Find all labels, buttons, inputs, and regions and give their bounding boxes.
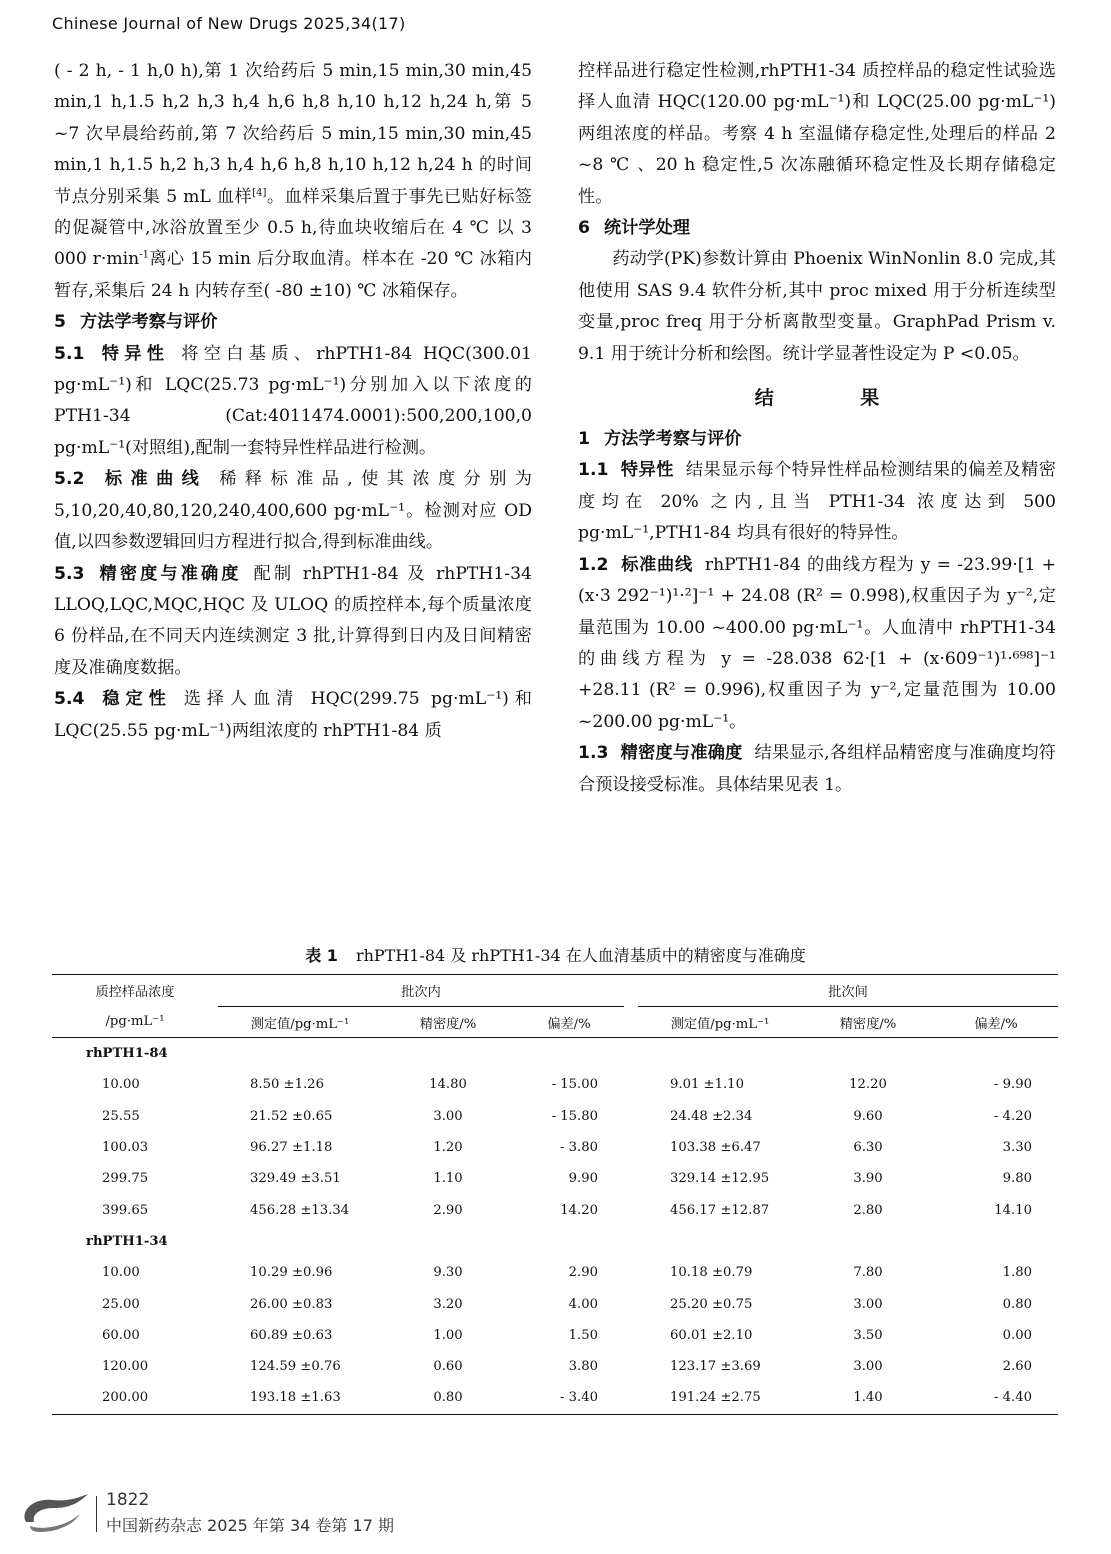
cell-bias-intra: 14.20 — [560, 1202, 598, 1218]
citation-ref: [4] — [252, 186, 267, 198]
section-5-1: 5.1 特异性 将空白基质、rhPTH1-84 HQC(300.01 pg·mL⁻¹)和 LQC(25.73 pg·mL⁻¹)分别加入以下浓度的 PTH1-34 (Cat:4011474.0001):500,200,100,0 pg·mL⁻¹(对照组),配制一套特异性样品进行检测。 — [54, 343, 532, 458]
njd-logo-icon — [18, 1492, 90, 1532]
cell-prec-intra: 14.80 — [429, 1077, 467, 1093]
cell-mean-inter: 103.38 ±6.47 — [670, 1140, 761, 1156]
right-column — [578, 56, 1056, 801]
col-mean-intra: 测定值/pg·mL⁻¹ — [218, 1007, 382, 1038]
col-prec-intra: 精密度/% — [382, 1007, 514, 1038]
cell-prec-inter: 6.30 — [853, 1140, 883, 1156]
cell-prec-inter: 7.80 — [853, 1265, 883, 1281]
cell-conc: 200.00 — [52, 1382, 218, 1414]
cell-prec-inter: 12.20 — [849, 1077, 887, 1093]
table-row — [52, 1163, 1058, 1194]
cell-prec-intra: 2.90 — [433, 1202, 463, 1218]
cell-prec-inter: 2.80 — [853, 1202, 883, 1218]
cell-bias-intra: - 3.40 — [514, 1382, 624, 1414]
cell-conc: 299.75 — [102, 1171, 149, 1187]
cell-bias-inter: 14.10 — [994, 1202, 1032, 1218]
group-label: rhPTH1-84 — [86, 1046, 168, 1062]
cell-bias-inter: 0.80 — [1002, 1296, 1032, 1312]
cell-bias-inter: 3.30 — [1002, 1140, 1032, 1156]
cell-conc: 100.03 — [102, 1140, 149, 1156]
cell-mean-inter: 24.48 ±2.34 — [670, 1108, 753, 1124]
cell-prec-inter: 3.90 — [853, 1171, 883, 1187]
cell-bias-intra: - 3.80 — [559, 1140, 598, 1156]
table-row — [52, 1194, 1058, 1225]
inter-batch-header: 批次间 — [638, 975, 1058, 1007]
cell-bias-inter: 9.80 — [1002, 1171, 1032, 1187]
col-bias-inter: 偏差/% — [934, 1007, 1058, 1038]
cell-mean-inter: 456.17 ±12.87 — [670, 1202, 770, 1218]
cell-bias-inter: - 9.90 — [993, 1077, 1032, 1093]
group-label: rhPTH1-34 — [86, 1233, 168, 1249]
section-6-heading: 6 统计学处理 — [578, 218, 690, 239]
intra-batch-header: 批次内 — [218, 975, 624, 1007]
table-row — [52, 1069, 1058, 1100]
page-number: 1822 — [106, 1490, 150, 1510]
col-mean-inter: 测定值/pg·mL⁻¹ — [638, 1007, 802, 1038]
precision-accuracy-table — [52, 974, 1058, 1415]
table-row — [52, 1320, 1058, 1351]
results-heading: 结 果 — [754, 387, 920, 410]
results-1-1: 1.1 特异性 结果显示每个特异性样品检测结果的偏差及精密度均在 20% 之内,且当 PTH1-34 浓度达到 500 pg·mL⁻¹,PTH1-84 均具有很好的特异性。 — [578, 460, 1056, 544]
cell-prec-intra: 9.30 — [433, 1265, 463, 1281]
table-row — [52, 1288, 1058, 1319]
cell-mean-intra: 60.89 ±0.63 — [250, 1327, 333, 1343]
cell-mean-intra: 26.00 ±0.83 — [250, 1296, 333, 1312]
cell-prec-intra: 1.10 — [433, 1171, 463, 1187]
cell-prec-intra: 3.00 — [433, 1108, 463, 1124]
section-5-4: 5.4 稳定性 选择人血清 HQC(299.75 pg·mL⁻¹)和 LQC(25.55 pg·mL⁻¹)两组浓度的 rhPTH1-84 质 — [54, 689, 532, 741]
cell-mean-inter: 329.14 ±12.95 — [670, 1171, 770, 1187]
cell-mean-intra: 96.27 ±1.18 — [250, 1140, 333, 1156]
col-conc-unit: /pg·mL⁻¹ — [52, 1007, 218, 1038]
cell-conc: 25.00 — [102, 1296, 140, 1312]
cell-conc: 10.00 — [102, 1077, 140, 1093]
cell-mean-inter: 25.20 ±0.75 — [670, 1296, 753, 1312]
results-1-2: 1.2 标准曲线 rhPTH1-84 的曲线方程为 y = -23.99·[1 + (x·3 292⁻¹)¹·²]⁻¹ + 24.08 (R² = 0.998),权重因子为 y⁻²,定量范围为 10.00 ~400.00 pg·mL⁻¹。人血清中 rhPTH1-34 的曲线方程为 y = -28.038 62·[1 + (x·609⁻¹)¹·⁶⁹⁸]⁻¹ +28.11 (R² = 0.996),权重因子为 y⁻²,定量范围为 10.00 ~200.00 pg·mL⁻¹。 — [578, 554, 1056, 732]
cell-bias-inter: 0.00 — [1002, 1327, 1032, 1343]
cell-prec-intra: 1.00 — [433, 1327, 463, 1343]
table-row — [52, 1132, 1058, 1163]
running-header: Chinese Journal of New Drugs 2025,34(17) — [52, 14, 406, 33]
cell-bias-intra: 1.50 — [568, 1327, 598, 1343]
cell-bias-intra: - 15.80 — [551, 1108, 598, 1124]
cell-mean-intra: 8.50 ±1.26 — [250, 1077, 324, 1093]
table-group-row — [52, 1226, 1058, 1257]
section-5-2: 5.2 标准曲线 稀释标准品,使其浓度分别为 5,10,20,40,80,120,240,400,600 pg·mL⁻¹。检测对应 OD 值,以四参数逻辑回归方程进行拟合,得到标准曲线。 — [54, 469, 532, 553]
svg-text:NJD: NJD — [48, 1509, 75, 1524]
cell-mean-intra: 124.59 ±0.76 — [250, 1359, 341, 1375]
cell-prec-inter: 9.60 — [853, 1108, 883, 1124]
cell-conc: 120.00 — [102, 1359, 149, 1375]
section-5-heading: 5 方法学考察与评价 — [54, 312, 218, 333]
section-5-3: 5.3 精密度与准确度 配制 rhPTH1-84 及 rhPTH1-34 LLOQ,LQC,MQC,HQC 及 ULOQ 的质控样本,每个质量浓度 6 份样品,在不同天内连续测定 3 批,计算得到日内及日间精密度及准确度数据。 — [54, 563, 532, 678]
cell-bias-intra: - 15.00 — [551, 1077, 598, 1093]
cell-bias-intra: 2.90 — [568, 1265, 598, 1281]
cell-mean-intra: 456.28 ±13.34 — [250, 1202, 350, 1218]
cell-prec-inter: 1.40 — [802, 1382, 934, 1414]
results-1-heading: 1 方法学考察与评价 — [578, 429, 742, 450]
cell-bias-intra: 4.00 — [568, 1296, 598, 1312]
cell-bias-intra: 3.80 — [568, 1359, 598, 1375]
cell-mean-inter: 123.17 ±3.69 — [670, 1359, 761, 1375]
stability-continued: 控样品进行稳定性检测,rhPTH1-34 质控样品的稳定性试验选择人血清 HQC(120.00 pg·mL⁻¹)和 LQC(25.00 pg·mL⁻¹)两组浓度的样品。考察 4 h 室温储存稳定性,处理后的样品 2 ~8 ℃ 、20 h 稳定性,5 次冻融循环稳定性及长期存储稳定性。 — [578, 61, 1056, 207]
cell-conc: 399.65 — [102, 1202, 149, 1218]
cell-mean-inter: 60.01 ±2.10 — [670, 1327, 753, 1343]
cell-prec-inter: 3.00 — [853, 1296, 883, 1312]
col-bias-intra: 偏差/% — [514, 1007, 624, 1038]
cell-bias-inter: - 4.20 — [993, 1108, 1032, 1124]
cell-bias-inter: 1.80 — [1002, 1265, 1032, 1281]
results-1-3: 1.3 精密度与准确度 结果显示,各组样品精密度与准确度均符合预设接受标准。具体结果见表 1。 — [578, 743, 1056, 795]
cell-mean-inter: 9.01 ±1.10 — [670, 1077, 744, 1093]
cell-bias-intra: 9.90 — [568, 1171, 598, 1187]
cell-mean-intra: 21.52 ±0.65 — [250, 1108, 333, 1124]
cell-bias-inter: 2.60 — [1002, 1359, 1032, 1375]
cell-mean-intra: 10.29 ±0.96 — [250, 1265, 333, 1281]
cell-prec-inter: 3.50 — [853, 1327, 883, 1343]
table-group-row — [52, 1038, 1058, 1070]
col-conc-header: 质控样品浓度 — [52, 975, 218, 1007]
intro-paragraph: ( - 2 h, - 1 h,0 h),第 1 次给药后 5 min,15 min,30 min,45 min,1 h,1.5 h,2 h,3 h,4 h,6 h,8 h,10 h,12 h,24 h,第 5 ~7 次早晨给药前,第 7 次给药后 5 min,15 min,30 min,45 min,1 h,1.5 h,2 h,3 h,4 h,6 h,8 h,10 h,12 h,24 h 的时间节点分别采集 5 mL 血样[4]。血样采集后置于事先已贴好标签的促凝管中,冰浴放置至少 0.5 h,待血块收缩后在 4 ℃ 以 3 000 $r\cdot\min^{-1}$离心 15 min 后分取血清。样本在 -20 ℃ 冰箱内暂存,采集后 24 h 内转存至( -80 ±10) ℃ 冰箱保存。 — [54, 61, 532, 301]
cell-prec-intra: 0.80 — [382, 1382, 514, 1414]
table-row — [52, 1257, 1058, 1288]
section-6-text: 药动学(PK)参数计算由 Phoenix WinNonlin 8.0 完成,其他使用 SAS 9.4 软件分析,其中 proc mixed 用于分析连续型变量,proc freq 用于分析离散型变量。GraphPad Prism v. 9.1 用于统计分析和绘图。统计学显著性设定为 P <0.05。 — [578, 249, 1056, 364]
cell-conc: 25.55 — [102, 1108, 140, 1124]
cell-conc: 60.00 — [102, 1327, 140, 1343]
cell-mean-intra: 193.18 ±1.63 — [218, 1382, 382, 1414]
cell-mean-inter: 191.24 ±2.75 — [638, 1382, 802, 1414]
cell-bias-inter: - 4.40 — [934, 1382, 1058, 1414]
table-row — [52, 1382, 1058, 1414]
table-body — [52, 1038, 1058, 1415]
left-column — [54, 56, 532, 747]
cell-mean-intra: 329.49 ±3.51 — [250, 1171, 341, 1187]
footer-separator — [96, 1496, 97, 1532]
cell-mean-inter: 10.18 ±0.79 — [670, 1265, 753, 1281]
table-row — [52, 1101, 1058, 1132]
table-caption: 表 1 rhPTH1-84 及 rhPTH1-34 在人血清基质中的精密度与准确度 — [305, 946, 806, 965]
journal-issue: 中国新药杂志 2025 年第 34 卷第 17 期 — [106, 1516, 394, 1535]
cell-prec-intra: 3.20 — [433, 1296, 463, 1312]
cell-prec-intra: 0.60 — [433, 1359, 463, 1375]
table-row — [52, 1351, 1058, 1382]
cell-conc: 10.00 — [102, 1265, 140, 1281]
col-prec-inter: 精密度/% — [802, 1007, 934, 1038]
cell-prec-inter: 3.00 — [853, 1359, 883, 1375]
cell-prec-intra: 1.20 — [433, 1140, 463, 1156]
